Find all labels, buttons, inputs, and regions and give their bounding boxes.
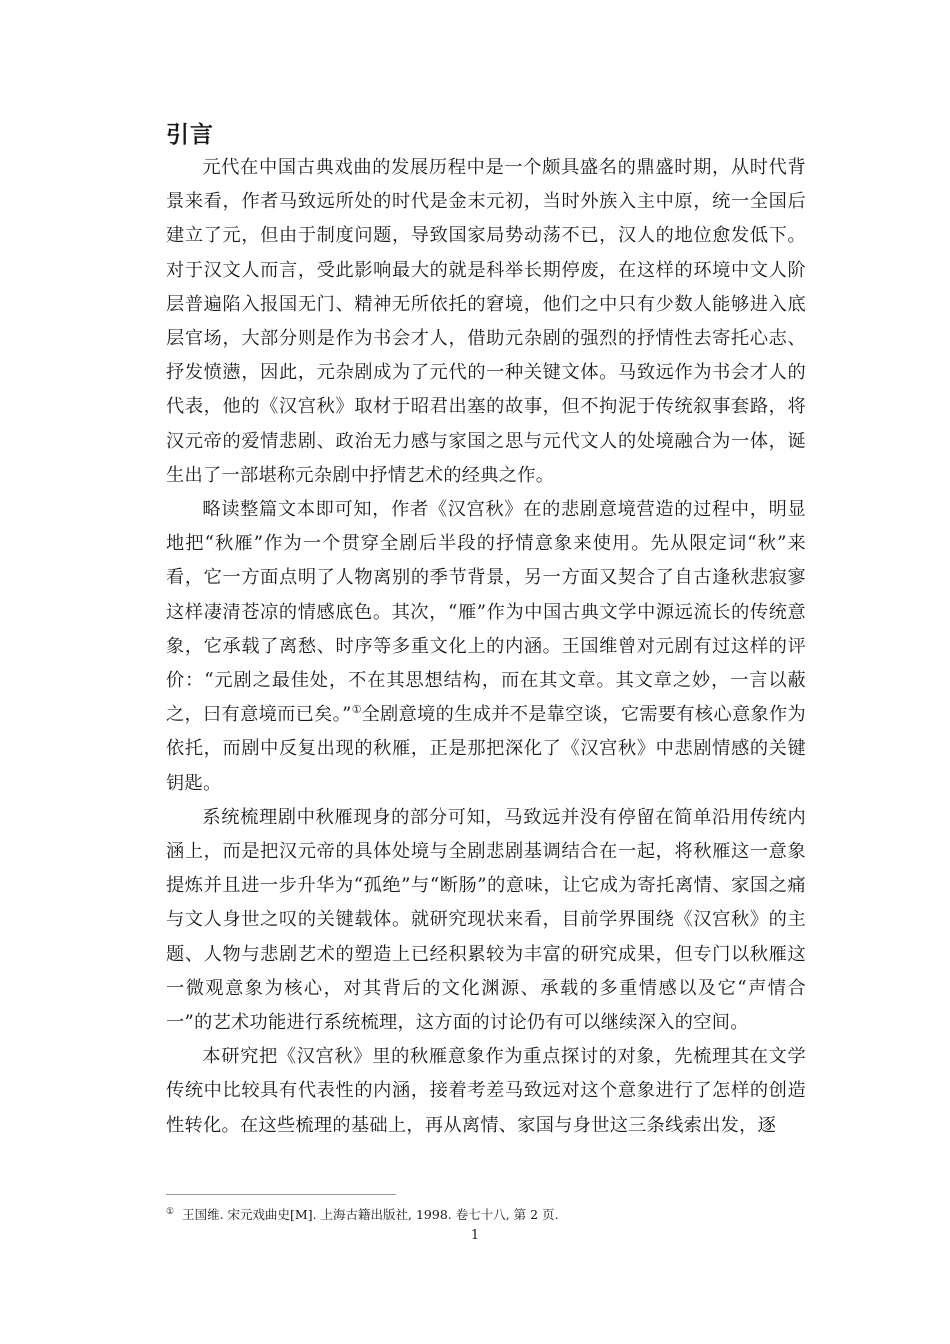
paragraph-2-text-after-note: 全剧意境的生成并不是靠空谈，它需要有核心意象作为依托，而剧中反复出现的秋雁，正是那把深化了《汉宫秋》中悲剧情感的关键钥匙。: [166, 704, 806, 794]
paragraph-2-text-before-note: 略读整篇文本即可知，作者《汉宫秋》在的悲剧意境营造的过程中，明显地把“秋雁”作为一个贯穿全剧后半段的抒情意象来使用。先从限定词“秋”来看，它一方面点明了人物离别的季节背景，另一方面又契合了自古逢秋悲寂寥这样凄清苍凉的情感底色。其次，“雁”作为中国古典文学中源远流长的传统意象，它承载了离愁、时序等多重文化上的内涵。王国维曾对元剧有过这样的评价：“元剧之最佳处，不在其思想结构，而在其文章。其文章之妙，一言以蔽之，曰有意境而已矣。”: [166, 499, 806, 726]
footnote-reference: ①: [351, 703, 362, 717]
footnote-divider: [166, 1194, 396, 1195]
page-number: 1: [470, 1228, 480, 1243]
paragraph-4: 本研究把《汉宫秋》里的秋雁意象作为重点探讨的对象，先梳理其在文学传统中比较具有代表性的内涵，接着考差马致远对这个意象进行了怎样的创造性转化。在这些梳理的基础上，再从离情、家国与身世这三条线索出发，逐: [166, 1046, 806, 1136]
body-text: [166, 151, 806, 1143]
paragraph-3: 系统梳理剧中秋雁现身的部分可知，马致远并没有停留在简单沿用传统内涵上，而是把汉元帝的具体处境与全剧悲剧基调结合在一起，将秋雁这一意象提炼并且进一步升华为“孤绝”与“断肠”的意味，让它成为寄托离情、家国之痛与文人身世之叹的关键载体。就研究现状来看，目前学界围绕《汉宫秋》的主题、人物与悲剧艺术的塑造上已经积累较为丰富的研究成果，但专门以秋雁这一微观意象为核心，对其背后的文化渊源、承载的多重情感以及它“声情合一”的艺术功能进行系统梳理，这方面的讨论仍有可以继续深入的空间。: [166, 806, 806, 1034]
paragraph-1: 元代在中国古典戏曲的发展历程中是一个颇具盛名的鼎盛时期，从时代背景来看，作者马致远所处的时代是金末元初，当时外族入主中原，统一全国后建立了元，但由于制度问题，导致国家局势动荡不已，汉人的地位愈发低下。对于汉文人而言，受此影响最大的就是科举长期停废，在这样的环境中文人阶层普遍陷入报国无门、精神无所依托的窘境，他们之中只有少数人能够进入底层官场，大部分则是作为书会才人，借助元杂剧的强烈的抒情性去寄托心志、抒发愤懑，因此，元杂剧成为了元代的一种关键文体。马致远作为书会才人的代表，他的《汉宫秋》取材于昭君出塞的故事，但不拘泥于传统叙事套路，将汉元帝的爱情悲剧、政治无力感与家国之思与元代文人的处境融合为一体，诞生出了一部堪称元杂剧中抒情艺术的经典之作。: [166, 157, 806, 486]
section-heading: 引言: [166, 122, 214, 148]
paragraph-2: [166, 493, 806, 801]
footnote-text: 王国维. 宋元戏曲史[M]. 上海古籍出版社, 1998. 卷七十八, 第 2 页.: [182, 1207, 559, 1222]
footnote: [166, 1207, 559, 1223]
footnote-mark: ①: [166, 1206, 175, 1217]
